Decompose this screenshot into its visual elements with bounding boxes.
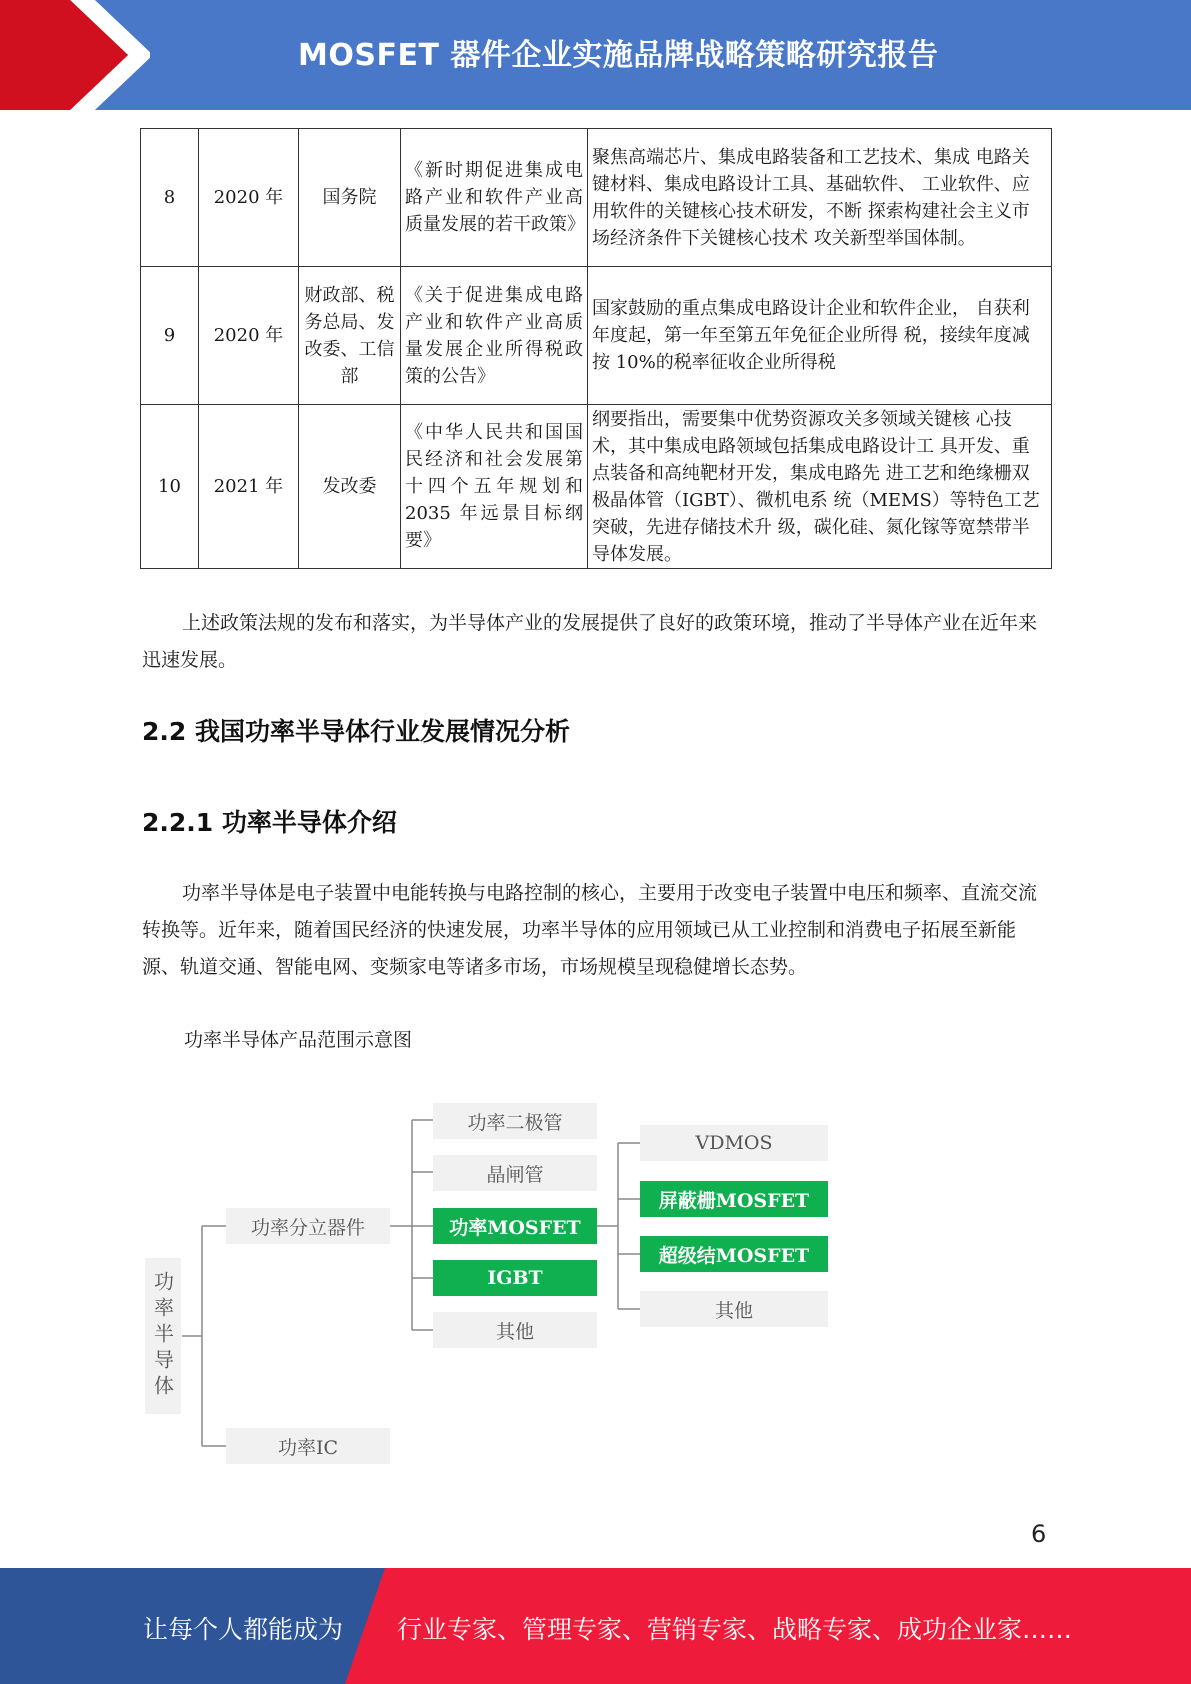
diagram-node-shielded-gate-mosfet: 屏蔽栅MOSFET	[640, 1181, 828, 1217]
diagram-node-power-diode: 功率二极管	[433, 1103, 597, 1139]
row-number: 8	[141, 129, 199, 267]
footer-slogan-right: 行业专家、管理专家、营销专家、战略专家、成功企业家……	[397, 1615, 1073, 1644]
table-row	[141, 405, 1052, 569]
row-department: 财政部、税务总局、发改委、工信部	[299, 267, 401, 405]
row-year: 2021 年	[199, 405, 299, 569]
row-document: 《关于促进集成电路产业和软件产业高质量发展企业所得税政策的公告》	[401, 267, 588, 405]
diagram-node-root: 功率半导体	[145, 1258, 181, 1414]
paragraph-power-semiconductor-intro: 功率半导体是电子装置中电能转换与电路控制的核心，主要用于改变电子装置中电压和频率、直流交流转换等。近年来，随着国民经济的快速发展，功率半导体的应用领域已从工业控制和消费电子拓展至新能源、轨道交通、智能电网、变频家电等诸多市场，市场规模呈现稳健增长态势。	[142, 882, 1038, 978]
row-year: 2020 年	[199, 267, 299, 405]
row-description: 国家鼓励的重点集成电路设计企业和软件企业， 自获利年度起，第一年至第五年免征企业所得 税，接续年度减按 10%的税率征收企业所得税	[588, 267, 1052, 405]
diagram-node-thyristor: 晶闸管	[433, 1155, 597, 1191]
policy-table	[140, 128, 1052, 569]
row-year: 2020 年	[199, 129, 299, 267]
page-footer	[0, 1568, 1191, 1684]
row-department: 国务院	[299, 129, 401, 267]
figure-caption: 功率半导体产品范围示意图	[184, 1029, 413, 1051]
page-header	[0, 0, 1191, 110]
row-number: 9	[141, 267, 199, 405]
row-number: 10	[141, 405, 199, 569]
table-row	[141, 267, 1052, 405]
row-document: 《新时期促进集成电路产业和软件产业高质量发展的若干政策》	[401, 129, 588, 267]
row-description: 纲要指出，需要集中优势资源攻关多领域关键核 心技术，其中集成电路领域包括集成电路设计工 具开发、重点装备和高纯靶材开发，集成电路先 进工艺和绝缘栅双极晶体管（IGBT）、微机电系 统（MEMS）等特色工艺突破，先进存储技术升 级，碳化硅、氮化镓等宽禁带半导体发展。	[588, 405, 1052, 569]
page-number: 6	[1031, 1520, 1047, 1548]
diagram-node-superjunction-mosfet: 超级结MOSFET	[640, 1236, 828, 1272]
diagram-node-discrete-other: 其他	[433, 1312, 597, 1348]
diagram-node-igbt: IGBT	[433, 1260, 597, 1296]
diagram-node-power-mosfet: 功率MOSFET	[433, 1208, 597, 1244]
row-department: 发改委	[299, 405, 401, 569]
diagram-node-vdmos: VDMOS	[640, 1125, 828, 1161]
product-scope-diagram	[140, 1095, 840, 1475]
diagram-node-power-ic: 功率IC	[226, 1428, 390, 1464]
report-title: MOSFET 器件企业实施品牌战略策略研究报告	[298, 38, 939, 73]
section-heading-2-2-1: 2.2.1 功率半导体介绍	[142, 808, 397, 837]
row-document: 《中华人民共和国国民经济和社会发展第十四个五年规划和 2035 年远景目标纲要》	[401, 405, 588, 569]
header-chevron-icon	[0, 0, 150, 110]
footer-slogan-left: 让每个人都能成为	[143, 1615, 344, 1644]
row-description: 聚焦高端芯片、集成电路装备和工艺技术、集成 电路关键材料、集成电路设计工具、基础软件、 工业软件、应用软件的关键核心技术研发，不断 探索构建社会主义市场经济条件下关键核心技术 攻关新型举国体制。	[588, 129, 1052, 267]
table-row	[141, 129, 1052, 267]
diagram-node-discrete-devices: 功率分立器件	[226, 1208, 390, 1244]
paragraph-policy-summary: 上述政策法规的发布和落实，为半导体产业的发展提供了良好的政策环境，推动了半导体产业在近年来迅速发展。	[142, 612, 1038, 671]
section-heading-2-2: 2.2 我国功率半导体行业发展情况分析	[142, 717, 570, 746]
diagram-node-mosfet-other: 其他	[640, 1291, 828, 1327]
